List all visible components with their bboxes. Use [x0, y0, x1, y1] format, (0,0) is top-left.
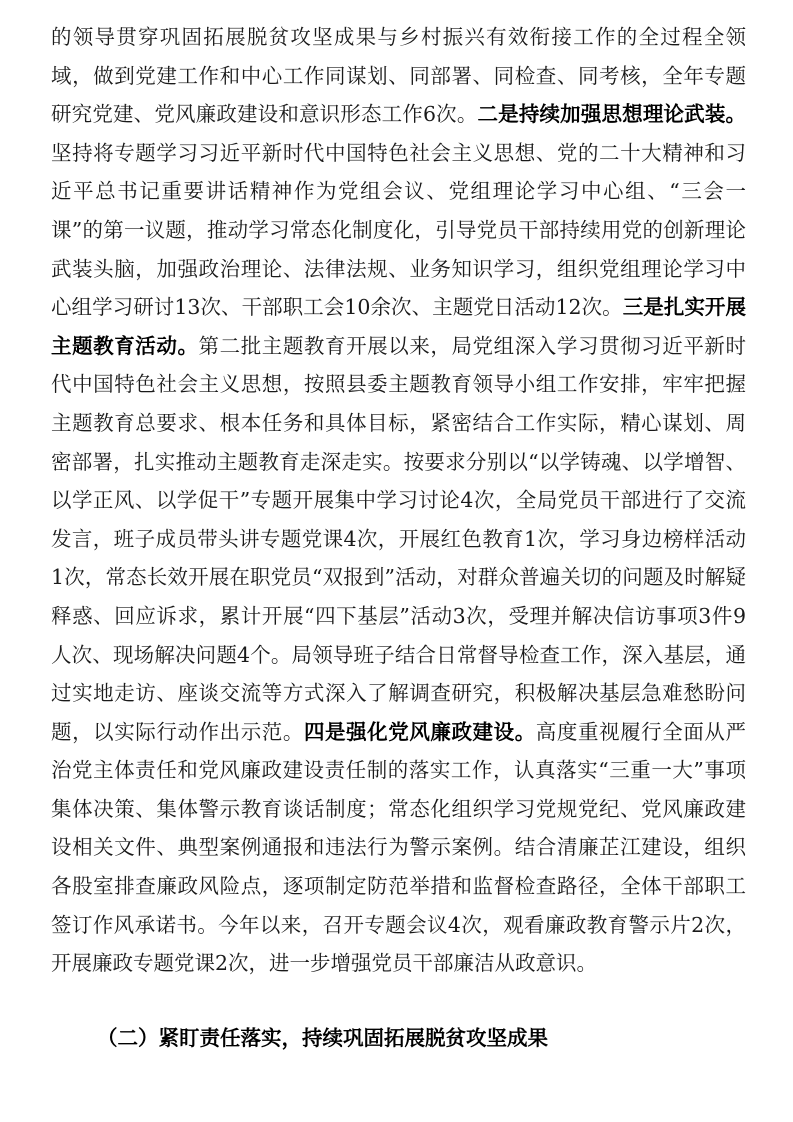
- bold-point-two: 二是持续加强思想理论武装。: [477, 102, 746, 127]
- paragraph-text-3: 第二批主题教育开展以来，局党组深入学习贯彻习近平新时代中国特色社会主义思想，按照县委主题教育领导小组工作安排，牢牢把握主题教育总要求、根本任务和具体目标，紧密结合工作实际，精心谋划、周密部署，扎实推动主题教育走深走实。按要求分别以“以学铸魂、以学增智、以学正风、以学促干”专题开展集中学习讨论4次，全局党员干部进行了交流发言，班子成员带头讲专题党课4次，开展红色教育1次，学习身边榜样活动1次，常态长效开展在职党员“双报到”活动，对群众普遍关切的问题及时解疑释惑、回应诉求，累计开展“四下基层”活动3次，受理并解决信访事项3件9人次、现场解决问题4个。局领导班子结合日常督导检查工作，深入基层，通过实地走访、座谈交流等方式深入了解调查研究，积极解决基层急难愁盼问题，以实际行动作出示范。: [51, 333, 746, 744]
- body-paragraph: [51, 18, 746, 983]
- bold-point-four: 四是强化党风廉政建设。: [303, 719, 536, 744]
- paragraph-text-4: 高度重视履行全面从严治党主体责任和党风廉政建设责任制的落实工作，认真落实“三重一大”事项集体决策、集体警示教育谈话制度；常态化组织学习党规党纪、党风廉政建设相关文件、典型案例通报和违法行为警示案例。结合清廉芷江建设，组织各股室排查廉政风险点，逐项制定防范举措和监督检查路径，全体干部职工签订作风承诺书。今年以来，召开专题会议4次，观看廉政教育警示片2次，开展廉政专题党课2次，进一步增强党员干部廉洁从政意识。: [51, 719, 746, 976]
- paragraph-text-1: 的领导贯穿巩固拓展脱贫攻坚成果与乡村振兴有效衔接工作的全过程全领域，做到党建工作和中心工作同谋划、同部署、同检查、同考核，全年专题研究党建、党风廉政建设和意识形态工作6次。: [51, 25, 746, 127]
- paragraph-text-2: 坚持将专题学习习近平新时代中国特色社会主义思想、党的二十大精神和习近平总书记重要讲话精神作为党组会议、党组理论学习中心组、“三会一课”的第一议题，推动学习常态化制度化，引导党员干部持续用党的创新理论武装头脑，加强政治理论、法律法规、业务知识学习，组织党组理论学习中心组学习研讨13次、干部职工会10余次、主题党日活动12次。: [51, 140, 746, 320]
- section-heading: （二）紧盯责任落实，持续巩固拓展脱贫攻坚成果: [97, 1026, 548, 1050]
- bold-point-three: 三是扎实开展主题教育活动。: [51, 295, 746, 358]
